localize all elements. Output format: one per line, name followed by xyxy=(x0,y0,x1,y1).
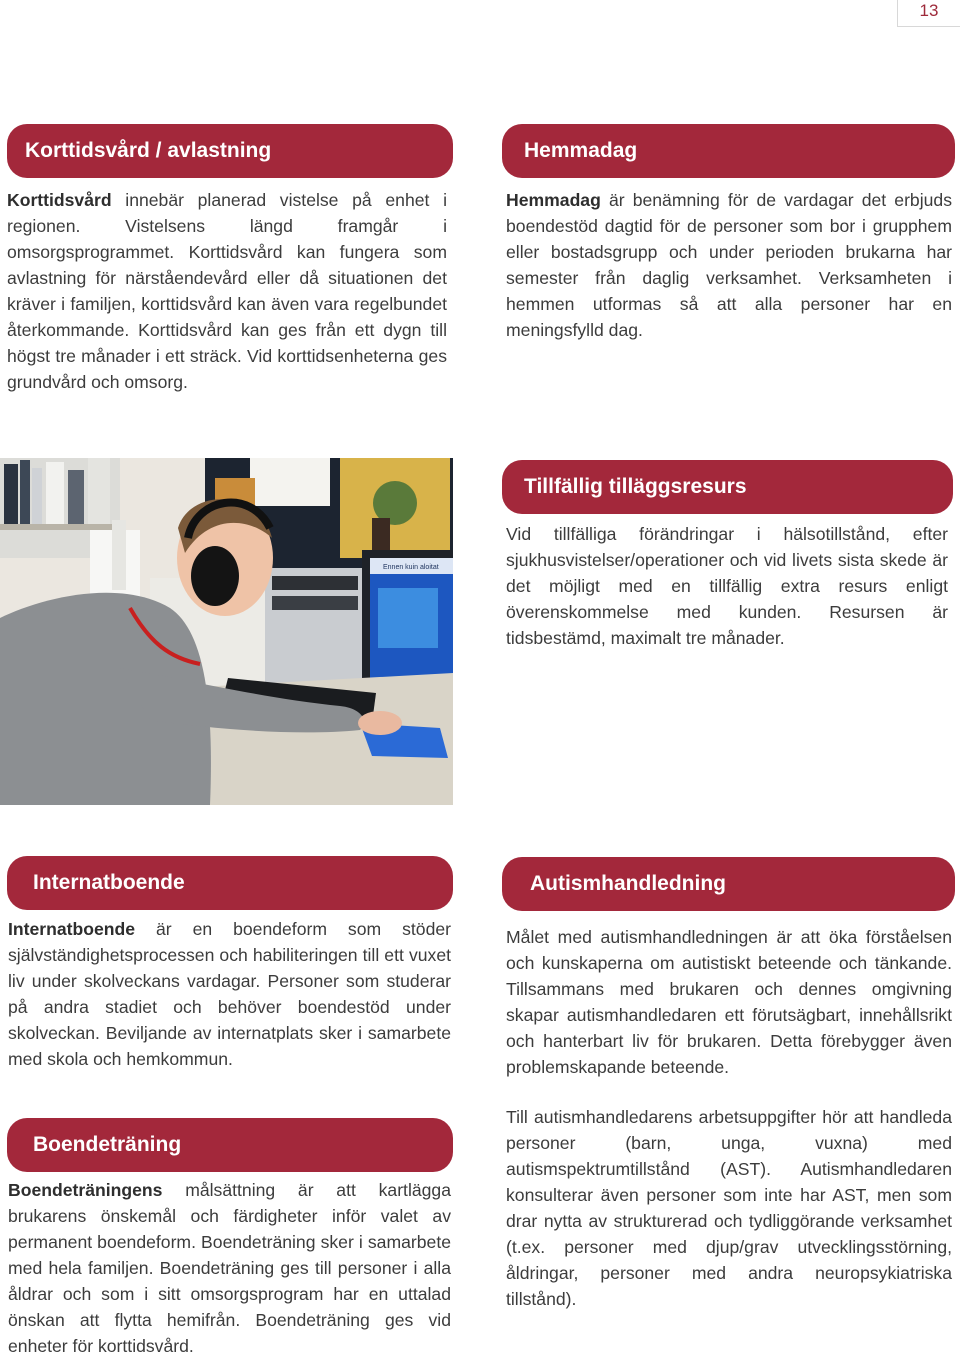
heading-internatboende-text: Internatboende xyxy=(33,871,185,894)
heading-tillfallig-text: Tillfällig tilläggsresurs xyxy=(524,475,747,498)
paragraph-autism-2 xyxy=(506,1104,952,1312)
heading-hemmadag-text: Hemmadag xyxy=(524,139,638,162)
photo-student-at-computer xyxy=(0,458,453,805)
paragraph-internatboende xyxy=(8,916,451,1072)
heading-internatboende xyxy=(7,856,453,910)
text-internatboende: är en boendeform som stöder självständighetsprocessen och habiliteringen till ett vuxet liv under skolveckans vardagar. Personer som studerar på andra stadiet och behöver boendestöd under skolveckan. Beviljande av internatplats sker i samarbete med skola och hemkommun. xyxy=(8,919,451,1069)
heading-autismhandledning-text: Autismhandledning xyxy=(530,872,726,895)
text-tillfallig: Vid tillfälliga förändringar i hälsotillstånd, efter sjukhusvistelser/operationer och vid livets sista skede är det möjligt med en tillfällig extra resurs enligt överenskommelse med kunden. Resursen är tidsbestämd, maximalt tre månader. xyxy=(506,524,948,648)
heading-korttidsvard xyxy=(7,124,453,178)
text-autism-1: Målet med autismhandledningen är att öka förståelsen och kunskaperna om autistiskt beteende och tänkande. Tillsammans med brukaren och dennes omgivning skapar autismhandledaren ett förutsägbart, innehållsrikt och hanterbart liv för brukaren. Detta förebygger även problemskapande beteende. xyxy=(506,927,952,1077)
lead-korttidsvard: Korttidsvård xyxy=(7,190,112,210)
heading-korttidsvard-text: Korttidsvård / avlastning xyxy=(25,139,272,162)
heading-boendetraning xyxy=(7,1118,453,1172)
heading-boendetraning-text: Boendeträning xyxy=(33,1133,182,1156)
lead-internatboende: Internatboende xyxy=(8,919,136,939)
screen-text: Ennen kuin aloitat xyxy=(383,564,439,571)
paragraph-hemmadag xyxy=(506,187,952,343)
lead-boendetraning: Boendeträningens xyxy=(8,1180,163,1200)
page-number: 13 xyxy=(897,0,960,27)
heading-autismhandledning xyxy=(502,857,955,911)
paragraph-boendetraning xyxy=(8,1177,451,1359)
text-autism-2: Till autismhandledarens arbetsuppgifter hör att handleda personer (barn, unga, vuxna) med autismspektrumtillstånd (AST). Autismhandledaren konsulterar även personer som inte har AST, men som drar nytta av strukturerad och tydliggörande verksamhet (t.ex. personer med djup/grav utvecklingsstörning, åldringar, personer med andra neuropsykiatriska tillstånd). xyxy=(506,1107,952,1309)
text-korttidsvard: innebär planerad vistelse på enhet i regionen. Vistelsens längd framgår i omsorgsprogrammet. Korttidsvård kan fungera som avlastning för närståendevård eller då situationen det kräver i familjen, korttidsvård kan även vara regelbundet återkommande. Korttidsvård kan ges från ett dygn till högst tre månader i ett sträck. Vid korttidsenheterna ges grundvård och omsorg. xyxy=(7,190,447,392)
paragraph-korttidsvard xyxy=(7,187,447,395)
text-hemmadag: är benämning för de vardagar det erbjuds boendestöd dagtid för de personer som bor i grupphem eller bostadsgrupp och under perioden brukarna har semester från daglig verksamhet. Verksamheten i hemmen utformas så att alla personer har en meningsfylld dag. xyxy=(506,190,952,340)
heading-hemmadag xyxy=(502,124,955,178)
photo-illustration xyxy=(0,458,453,805)
paragraph-tillfallig xyxy=(506,521,948,651)
text-boendetraning: målsättning är att kartlägga brukarens önskemål och färdigheter inför valet av permanent boendeform. Boendeträning sker i samarbete med hela familjen. Boendeträning ges till personer i alla åldrar och som i sitt omsorgsprogram har en uttalad önskan att flytta hemifrån. Boendeträning ges vid enheter för korttidsvård. xyxy=(8,1180,451,1356)
heading-tillfallig xyxy=(502,460,953,514)
lead-hemmadag: Hemmadag xyxy=(506,190,601,210)
paragraph-autism-1 xyxy=(506,924,952,1080)
